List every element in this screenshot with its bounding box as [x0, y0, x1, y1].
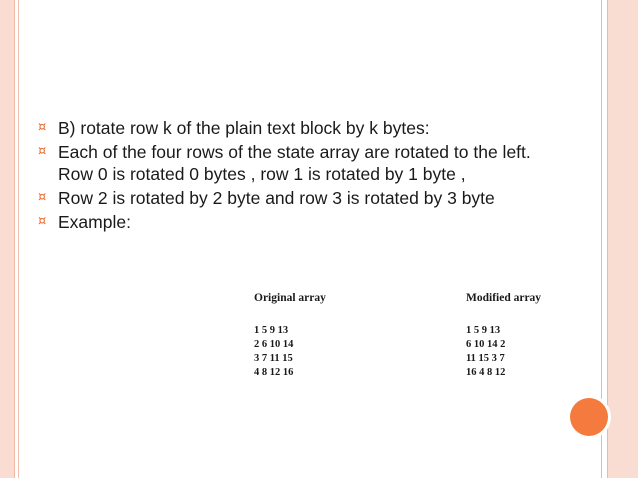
original-array-title: Original array — [254, 292, 326, 304]
bullet-icon: ¤ — [38, 190, 47, 205]
right-border-strip — [607, 0, 638, 478]
bullet-text: Each of the four rows of the state array are rotated to the left. Row 0 is rotated 0 bytes , row 1 is rotated by 1 byte , — [58, 142, 531, 184]
bullet-item — [38, 187, 558, 209]
original-array-rows — [254, 324, 326, 380]
bullet-icon: ¤ — [38, 214, 47, 229]
bullet-item — [38, 117, 558, 139]
array-row: 4 8 12 16 — [254, 367, 294, 378]
bullet-text: Example: — [58, 212, 131, 232]
bullet-item — [38, 211, 558, 233]
modified-array-rows — [466, 324, 541, 380]
array-row: 3 7 11 15 — [254, 353, 293, 364]
array-row: 1 5 9 13 — [254, 325, 289, 336]
array-row: 1 5 9 13 — [466, 325, 501, 336]
original-array — [254, 292, 326, 380]
array-row: 16 4 8 12 — [466, 367, 506, 378]
bullet-text: B) rotate row k of the plain text block by k bytes: — [58, 118, 430, 138]
bullet-icon: ¤ — [38, 144, 47, 159]
modified-array — [466, 292, 541, 380]
array-row: 11 15 3 7 — [466, 353, 505, 364]
bullet-list — [38, 117, 558, 235]
bullet-text: Row 2 is rotated by 2 byte and row 3 is rotated by 3 byte — [58, 188, 495, 208]
left-border-strip — [0, 0, 15, 478]
modified-array-title: Modified array — [466, 292, 542, 304]
accent-circle — [570, 398, 608, 436]
array-row: 6 10 14 2 — [466, 339, 506, 350]
left-border-line — [18, 0, 19, 478]
array-row: 2 6 10 14 — [254, 339, 294, 350]
bullet-item — [38, 141, 558, 185]
bullet-icon: ¤ — [38, 120, 47, 135]
